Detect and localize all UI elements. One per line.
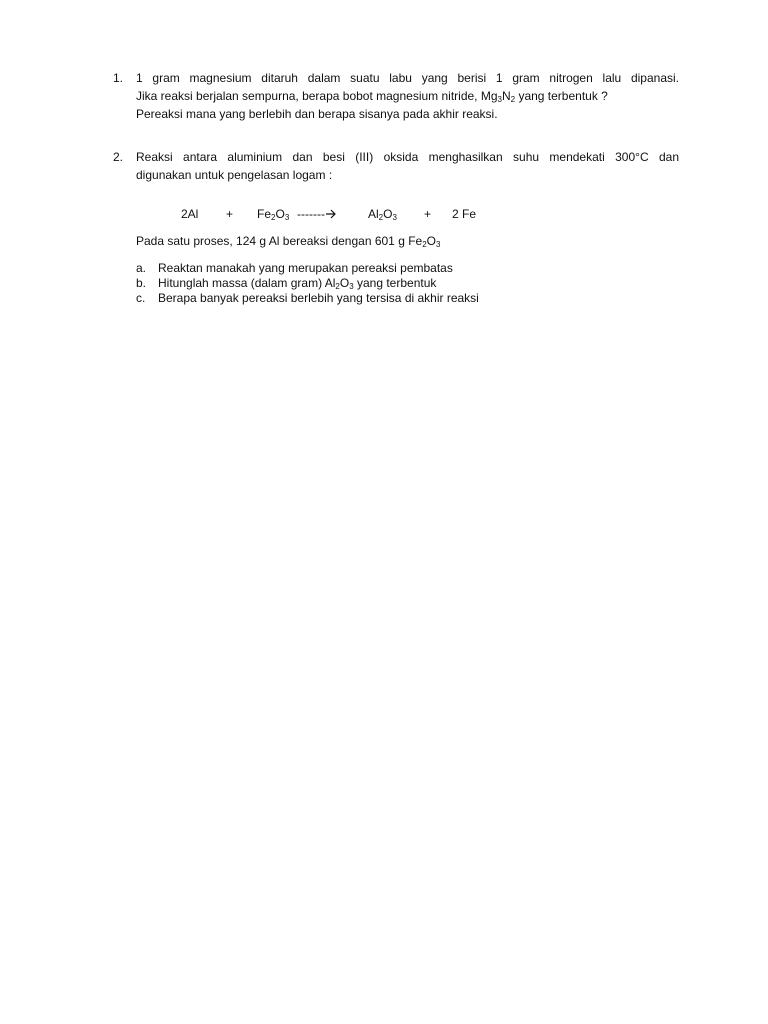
question-body — [136, 150, 679, 186]
formula-subscript: 3 — [436, 240, 441, 249]
arrow-head-icon — [325, 208, 337, 220]
arrow-dashes: ------- — [297, 207, 325, 221]
sub-question-text-part: Hitunglah massa (dalam gram) Al — [158, 276, 336, 290]
formula-subscript: 3 — [349, 282, 354, 291]
question-line: 1 gram magnesium ditaruh dalam suatu labu yang berisi 1 gram nitrogen lalu dipanasi. — [136, 71, 679, 85]
question-line: Pereaksi mana yang berlebih dan berapa sisanya pada akhir reaksi. — [136, 107, 498, 121]
question-1 — [113, 71, 679, 125]
sub-question-letter: b. — [136, 276, 147, 290]
formula-part: Al — [368, 207, 379, 221]
question-line — [136, 89, 679, 107]
formula-subscript: 3 — [284, 213, 290, 222]
sub-question-text: Berapa banyak pereaksi berlebih yang tersisa di akhir reaksi — [158, 291, 479, 305]
reaction-arrow — [297, 206, 337, 222]
question-line: digunakan untuk pengelasan logam : — [136, 168, 333, 182]
process-text: Pada satu proses, 124 g Al bereaksi dengan 601 g Fe — [136, 234, 423, 248]
question-text: yang terbentuk ? — [515, 89, 608, 103]
formula-mg: Mg — [480, 89, 498, 103]
sub-question — [136, 261, 556, 276]
chemical-equation — [0, 206, 768, 222]
product-fe: 2 Fe — [452, 207, 477, 221]
sub-question-letter: c. — [136, 291, 146, 305]
question-body — [136, 71, 679, 125]
sub-question — [136, 291, 556, 306]
reactant-al: 2Al — [181, 207, 199, 221]
formula-subscript: 2 — [422, 240, 427, 249]
process-paragraph — [136, 234, 440, 248]
plus-sign: + — [226, 207, 234, 221]
formula-part: Fe — [257, 207, 272, 221]
formula-subscript: 2 — [335, 282, 340, 291]
formula-subscript: 2 — [378, 213, 384, 222]
sub-question-list — [136, 261, 556, 306]
sub-question-letter: a. — [136, 261, 147, 275]
sub-question — [136, 276, 556, 291]
plus-sign: + — [424, 207, 432, 221]
question-number: 2. — [113, 150, 124, 164]
formula-part: O — [383, 207, 393, 221]
formula-subscript: 2 — [510, 95, 516, 104]
formula-subscript: 3 — [392, 213, 397, 222]
question-2 — [113, 150, 679, 186]
formula-subscript: 2 — [271, 213, 276, 222]
product-al2o3 — [368, 206, 397, 222]
question-number: 1. — [113, 71, 124, 85]
sub-question-text — [158, 276, 436, 290]
formula-n: N — [501, 89, 511, 103]
formula-part: O — [275, 207, 285, 221]
formula-part: O — [339, 276, 350, 290]
formula-part: O — [426, 234, 436, 248]
sub-question-text-part: yang terbentuk — [353, 276, 437, 290]
sub-question-text: Reaktan manakah yang merupakan pereaksi pembatas — [158, 261, 453, 275]
question-text: Jika reaksi berjalan sempurna, berapa bobot magnesium nitride, — [136, 89, 481, 103]
reactant-fe2o3 — [257, 206, 289, 222]
formula-subscript: 3 — [497, 95, 502, 104]
question-line: Reaksi antara aluminium dan besi (III) oksida menghasilkan suhu mendekati 300°C dan — [136, 150, 679, 164]
